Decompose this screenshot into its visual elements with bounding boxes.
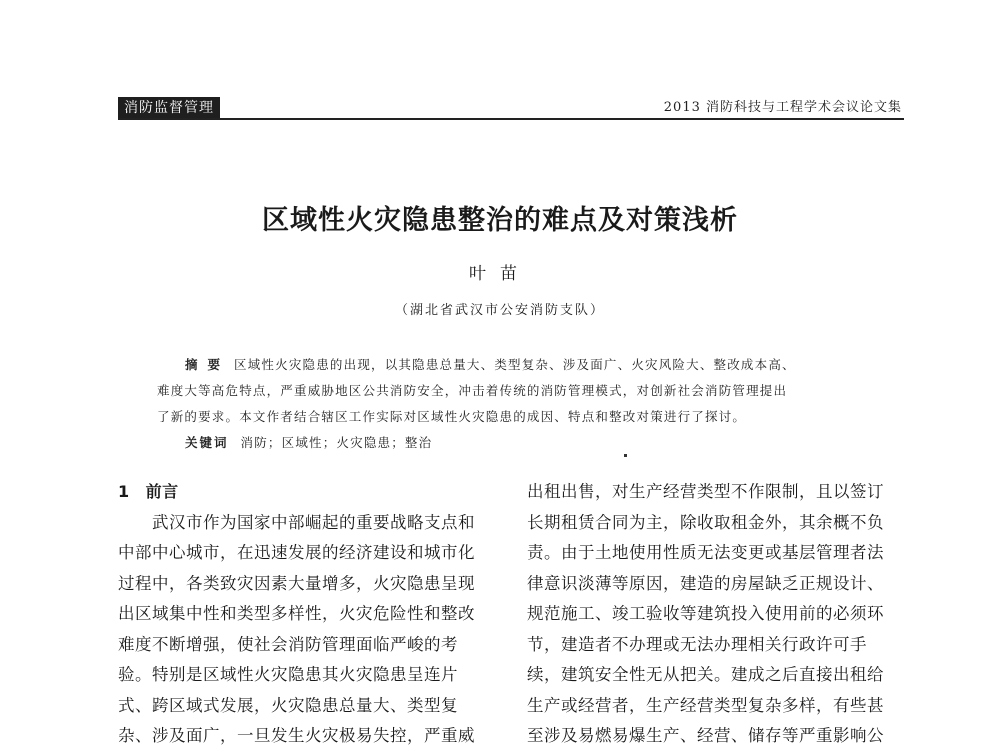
body-line: 节，建造者不办理或无法办理相关行政许可手 bbox=[527, 634, 867, 654]
body-line: 杂、涉及面广，一旦发生火灾极易失控，严重威 bbox=[118, 726, 475, 745]
body-line: 长期租赁合同为主，除收取租金外，其余概不负 bbox=[527, 512, 884, 532]
section-title: 前言 bbox=[145, 482, 179, 501]
abstract bbox=[157, 352, 877, 456]
author: 叶苗 bbox=[469, 264, 531, 284]
abstract-line bbox=[157, 352, 877, 378]
body-line: 出区域集中性和类型多样性，火灾危险性和整改 bbox=[118, 604, 475, 623]
paper-title: 区域性火灾隐患整治的难点及对策浅析 bbox=[262, 205, 738, 236]
journal-title: 2013 消防科技与工程学术会议论文集 bbox=[663, 100, 902, 115]
body-line: 出租出售，对生产经营类型不作限制，且以签订 bbox=[527, 482, 884, 501]
body-line: 至涉及易燃易爆生产、经营、储存等严重影响公 bbox=[527, 726, 884, 745]
body-line: 过程中，各类致灾因素大量增多，火灾隐患呈现 bbox=[118, 573, 475, 593]
body-line bbox=[118, 508, 490, 539]
body-text: 武汉市作为国家中部崛起的重要战略支点和 bbox=[152, 512, 475, 532]
right-column bbox=[527, 477, 899, 752]
body-line: 验。特别是区域性火灾隐患其火灾隐患呈连片 bbox=[118, 665, 458, 684]
affiliation: （湖北省武汉市公安消防支队） bbox=[394, 303, 605, 318]
body-line: 难度不断增强，使社会消防管理面临严峻的考 bbox=[118, 634, 458, 654]
keywords: 消防；区域性；火灾隐患；整治 bbox=[240, 435, 433, 450]
abstract-text: 区域性火灾隐患的出现，以其隐患总量大、类型复杂、涉及面广、火灾风险大、整改成本高、 bbox=[234, 357, 796, 372]
body-line: 规范施工、竣工验收等建筑投入使用前的必须环 bbox=[527, 604, 884, 623]
body-line: 责。由于土地使用性质无法变更或基层管理者法 bbox=[527, 543, 884, 562]
keywords-label: 关键词 bbox=[185, 435, 229, 450]
stray-dot bbox=[624, 454, 627, 457]
body-line: 式、跨区域式发展，火灾隐患总量大、类型复 bbox=[118, 695, 458, 715]
body-line: 律意识淡薄等原因，建造的房屋缺乏正规设计、 bbox=[527, 573, 884, 593]
body-line: 中部中心城市，在迅速发展的经济建设和城市化 bbox=[118, 543, 475, 562]
abstract-line: 了新的要求。本文作者结合辖区工作实际对区域性火灾隐患的成因、特点和整改对策进行了探讨。 bbox=[157, 409, 747, 424]
abstract-line: 难度大等高危特点，严重威胁地区公共消防安全，冲击着传统的消防管理模式，对创新社会消防管理提出 bbox=[157, 383, 788, 398]
header-rule bbox=[118, 118, 904, 120]
section-tag: 消防监督管理 bbox=[118, 97, 220, 119]
body-line: 续，建筑安全性无从把关。建成之后直接出租给 bbox=[527, 665, 884, 684]
section-number: 1 bbox=[118, 482, 130, 501]
section-heading bbox=[118, 477, 490, 508]
body-line: 生产或经营者，生产经营类型复杂多样，有些甚 bbox=[527, 695, 884, 715]
abstract-label: 摘要 bbox=[185, 357, 231, 372]
keywords-line bbox=[157, 430, 877, 456]
left-column bbox=[118, 477, 490, 752]
